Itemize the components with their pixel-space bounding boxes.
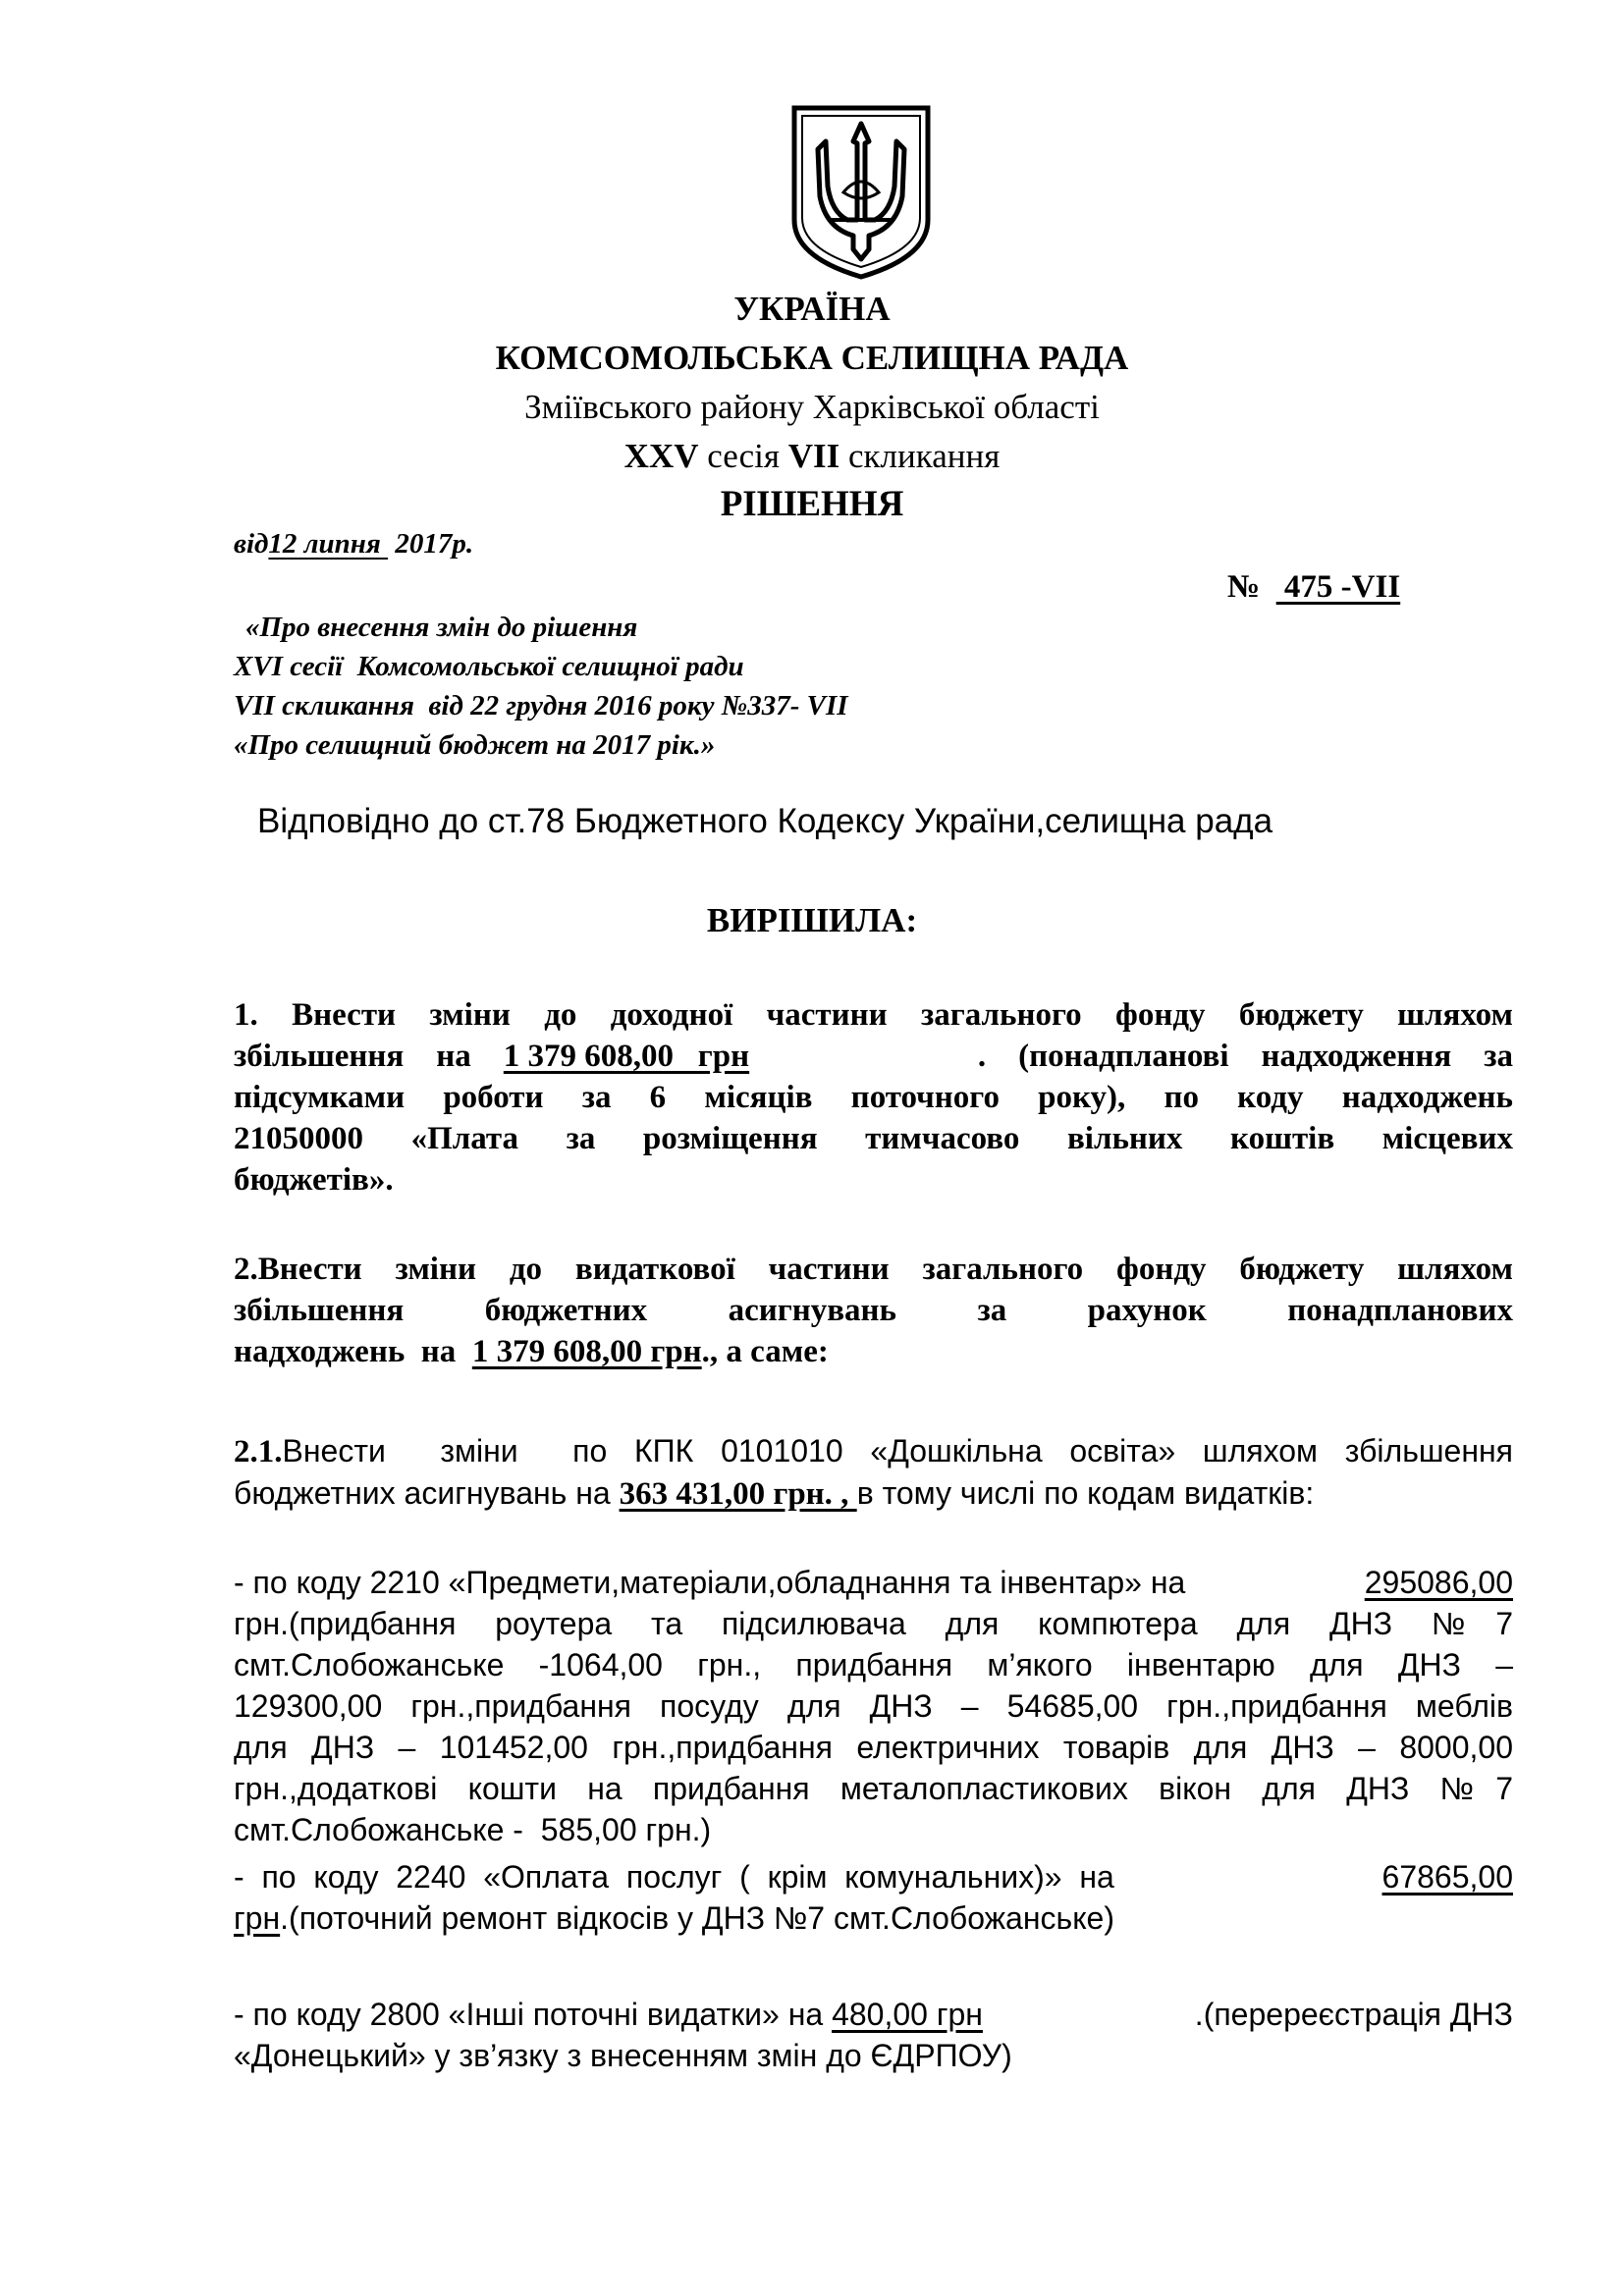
council-heading: КОМСОМОЛЬСЬКА СЕЛИЩНА РАДА xyxy=(495,339,1129,377)
item-1-paragraph xyxy=(234,994,1513,1201)
date-year: 2017р. xyxy=(388,528,474,560)
code-2210-line xyxy=(234,1562,1513,1603)
item-2-paragraph xyxy=(234,1249,1513,1372)
subject-line-2: XVI сесії Комсомольської селищної ради xyxy=(234,651,744,682)
coat-of-arms-emblem xyxy=(788,102,934,281)
date-prefix: від xyxy=(234,528,269,560)
code-2210-paragraph xyxy=(234,1562,1513,1850)
number-value: 475 -VII xyxy=(1275,569,1401,605)
country-heading: УКРАЇНА xyxy=(733,290,891,328)
item-2-1-paragraph xyxy=(234,1430,1513,1515)
item-2-line: 2.Внести зміни до видаткової частини загального фонду бюджету шляхом xyxy=(234,1252,1513,1287)
item-2-text: надходжень на xyxy=(234,1334,472,1369)
item-2-1-text: в тому числі по кодам видатків: xyxy=(856,1475,1315,1511)
code-2210-line: смт.Слобожанське -1064,00 грн., придбання м’якого інвентарю для ДНЗ – xyxy=(234,1647,1513,1682)
preamble: Відповідно до ст.78 Бюджетного Кодексу України,селищна рада xyxy=(257,802,1273,840)
item-2-1-text: Внести зміни по КПК 0101010 «Дошкільна освіта» шляхом збільшення xyxy=(282,1433,1513,1468)
item-2-line: збільшення бюджетних асигнувань за рахунок понадпланових xyxy=(234,1293,1513,1328)
code-2240-text: .(поточний ремонт відкосів у ДНЗ №7 смт.Слобожанське) xyxy=(280,1900,1114,1936)
session-label: сесія xyxy=(698,437,788,475)
code-2240-paragraph xyxy=(234,1856,1513,1939)
date-value: 12 липня xyxy=(268,528,389,560)
district-heading: Зміївського району Харківської області xyxy=(524,388,1100,426)
number-sign: № xyxy=(1227,569,1261,605)
code-2800-line xyxy=(234,1994,1513,2035)
item-1-text: збільшення на xyxy=(234,1039,504,1074)
item-2-line xyxy=(234,1331,1513,1372)
convocation-label: скликання xyxy=(839,437,1001,475)
document-type-heading: РІШЕННЯ xyxy=(720,484,904,524)
code-2210-line: смт.Слобожанське - 585,00 грн.) xyxy=(234,1812,712,1847)
item-2-amount: 1 379 608,00 грн xyxy=(471,1334,702,1369)
item-1-line xyxy=(234,1036,1513,1077)
code-2800-text: .(перереєстрація ДНЗ xyxy=(1194,1997,1513,2032)
subject-line-1: «Про внесення змін до рішення xyxy=(245,612,638,643)
code-2210-text: - по коду 2210 «Предмети,матеріали,обладнання та інвентар» на xyxy=(234,1565,1195,1600)
code-2240-text: - по коду 2240 «Оплата послуг ( крім комунальних)» на xyxy=(234,1859,1132,1895)
code-2800-line: «Донецький» у зв’язку з внесенням змін до ЄДРПОУ) xyxy=(234,2038,1012,2073)
code-2210-amount: 295086,00 xyxy=(1364,1565,1513,1600)
item-1-line: 1. Внести зміни до доходної частини загального фонду бюджету шляхом xyxy=(234,997,1513,1033)
item-1-line: 21050000 «Плата за розміщення тимчасово вільних коштів місцевих xyxy=(234,1121,1513,1156)
resolved-heading: ВИРІШИЛА: xyxy=(706,901,918,939)
code-2240-amount: 67865,00 xyxy=(1381,1859,1513,1895)
subject-line-3: VII скликання від 22 грудня 2016 року №337- VII xyxy=(234,690,848,721)
item-2-1-amount: 363 431,00 грн. , xyxy=(619,1476,857,1512)
code-2210-line: 129300,00 грн.,придбання посуду для ДНЗ – 54685,00 грн.,придбання меблів xyxy=(234,1688,1513,1724)
item-1-line: підсумками роботи за 6 місяців поточного року), по коду надходжень xyxy=(234,1080,1513,1115)
session-heading xyxy=(0,437,1624,476)
code-2240-currency: грн xyxy=(234,1900,281,1936)
session-number: XXV xyxy=(623,437,699,475)
item-2-1-line xyxy=(234,1430,1513,1472)
code-2210-line: грн.,додаткові кошти на придбання металопластикових вікон для ДНЗ №7 xyxy=(234,1771,1513,1806)
code-2800-text: - по коду 2800 «Інші поточні видатки» на xyxy=(234,1997,833,2032)
decision-number xyxy=(1227,569,1400,606)
item-2-text: ., а саме: xyxy=(701,1334,829,1369)
item-2-1-number: 2.1. xyxy=(234,1434,283,1469)
decision-date xyxy=(234,528,473,561)
item-2-1-line xyxy=(234,1472,1513,1515)
item-1-amount: 1 379 608,00 грн xyxy=(503,1039,750,1074)
code-2800-amount: 480,00 грн xyxy=(832,1997,983,2032)
subject-line-4: «Про селищний бюджет на 2017 рік.» xyxy=(234,729,716,761)
item-1-text: . (понадпланові надходження за xyxy=(977,1039,1513,1074)
convocation-number: VII xyxy=(787,437,840,475)
code-2240-line xyxy=(234,1856,1513,1897)
code-2240-line xyxy=(234,1897,1513,1939)
code-2210-line: для ДНЗ – 101452,00 грн.,придбання електричних товарів для ДНЗ – 8000,00 xyxy=(234,1730,1513,1765)
code-2800-paragraph xyxy=(234,1994,1513,2076)
item-2-1-text: бюджетних асигнувань на xyxy=(234,1475,620,1511)
item-1-line: бюджетів». xyxy=(234,1162,394,1198)
code-2210-line: грн.(придбання роутера та підсилювача для компютера для ДНЗ №7 xyxy=(234,1606,1513,1641)
